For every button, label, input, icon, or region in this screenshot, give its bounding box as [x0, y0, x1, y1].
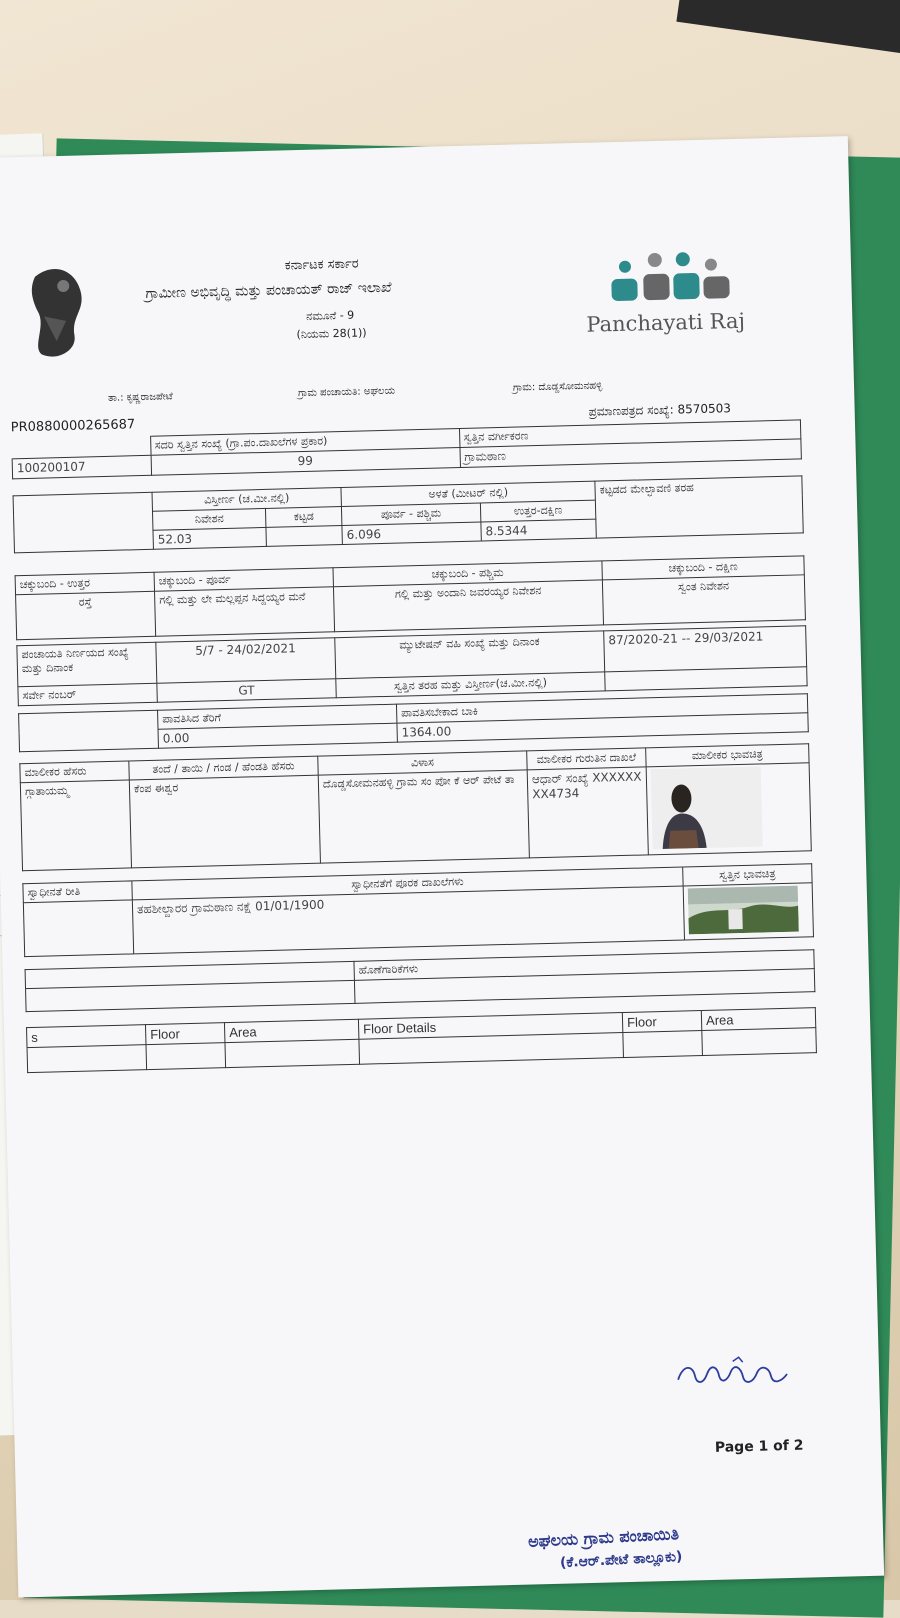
- handwritten-signature: [673, 1352, 794, 1395]
- liabilities-label: ಹೊಣೆಗಾರಿಕೆಗಳು: [354, 950, 814, 981]
- east-boundary-label: ಚಕ್ಕುಬಂದಿ - ಪೂರ್ವ: [154, 568, 333, 592]
- owner-name-value: ಗ್ಗಾತಾಯಮ್ಮ: [20, 780, 131, 871]
- owner-photo: [646, 763, 811, 855]
- west-boundary-value: ಗಲ್ಲಿ ಮತ್ತು ಅಂದಾನಿ ಜವರಯ್ಯರ ನಿವೇಶನ: [333, 580, 603, 632]
- resolution-table: [16, 625, 807, 706]
- ownership-table: [22, 863, 814, 957]
- floor-s-label: s: [27, 1025, 146, 1048]
- panchayati-raj-text: Panchayati Raj: [586, 308, 746, 337]
- owner-name-label: ಮಾಲೀಕರ ಹೆಸರು: [20, 761, 129, 783]
- owner-id-label: ಮಾಲೀಕರ ಗುರುತಿನ ದಾಖಲೆ: [527, 748, 646, 770]
- east-boundary-value: ಗಲ್ಲಿ ಮತ್ತು ಲೇ ಮಲ್ಲಪ್ಪನ ಸಿದ್ದಯ್ಯರ ಮನೆ: [155, 587, 335, 637]
- left-id-value: 100200107: [12, 455, 151, 478]
- south-boundary-label: ಚಕ್ಕುಬಂದಿ - ದಕ್ಷಿಣ: [602, 556, 804, 580]
- address-label: ವಿಳಾಸ: [318, 751, 527, 775]
- owner-portrait-icon: [651, 766, 763, 849]
- east-west-label: ಪೂರ್ವ - ಪಶ್ಚಿಮ: [341, 503, 480, 526]
- department-title: ಗ್ರಾಮೀಣ ಅಭಿವೃದ್ಧಿ ಮತ್ತು ಪಂಚಾಯತ್ ರಾಜ್ ಇಲಾಖೆ: [145, 279, 392, 302]
- dimensions-table: [13, 475, 804, 553]
- owner-id-value: ಆಧಾರ್ ಸಂಖ್ಯೆ XXXXXXXX4734: [527, 767, 648, 858]
- survey-label: ಸರ್ವೇ ನಂಬರ್: [18, 683, 157, 706]
- tax-paid-label: ಪಾವತಿಸಿದ ತೆರಿಗೆ: [158, 704, 397, 729]
- floor-details-table: [26, 1007, 817, 1073]
- area-label: ವಿಸ್ತೀರ್ಣ (ಚ.ಮೀ.ನಲ್ಲಿ): [152, 488, 341, 512]
- tax-due-value: 1364.00: [397, 713, 808, 742]
- page-number: Page 1 of 2: [714, 1437, 804, 1456]
- building-label: ಕಟ್ಟಡ: [266, 507, 342, 528]
- owner-table: [19, 743, 811, 871]
- ownership-docs-label: ಸ್ವಾಧೀನತೆಗೆ ಪೂರಕ ದಾಖಲೆಗಳು: [132, 867, 683, 900]
- north-boundary-label: ಚಕ್ಕುಬಂದಿ - ಉತ್ತರ: [15, 572, 154, 595]
- ownership-docs-value: ತಹಶೀಲ್ದಾರರ ಗ್ರಾಮಠಾಣ ನಕ್ಷೆ 01/01/1900: [132, 886, 684, 954]
- area-label-left: Area: [224, 1019, 358, 1042]
- floor-label-right: Floor: [622, 1011, 701, 1033]
- mutation-value: 87/2020-21 -- 29/03/2021: [604, 626, 807, 672]
- north-south-value: 8.5344: [481, 519, 597, 541]
- ownership-method-label: ಸ್ವಾಧೀನತೆ ರೀತಿ: [23, 881, 132, 903]
- prop-no-value: 99: [151, 448, 460, 476]
- government-title: ಕರ್ನಾಟಕ ಸರ್ಕಾರ: [284, 256, 359, 274]
- address-value: ದೊಡ್ಡಸೋಮನಹಳ್ಳಿ ಗ್ರಾಮ ಸಂ ಪೋ ಕೆ ಆರ್ ಪೇಟೆ ತಾ: [318, 770, 529, 863]
- document-page: [0, 136, 884, 1597]
- karnataka-emblem-icon: [25, 255, 94, 367]
- build-type-label: ಕಟ್ಟಡದ ಮೇಲ್ಛಾವಣಿ ತರಹ: [595, 476, 803, 538]
- certificate-number: ಪ್ರಮಾಣಪತ್ರದ ಸಂಖ್ಯೆ: 8570503: [588, 401, 732, 419]
- owner-photo-label: ಮಾಲೀಕರ ಭಾವಚಿತ್ರ: [646, 744, 809, 767]
- father-name-label: ತಂದೆ / ತಾಯಿ / ಗಂಡ / ಹೆಂಡತಿ ಹೆಸರು: [129, 756, 318, 780]
- form-number: ನಮೂನೆ - 9: [305, 308, 355, 323]
- south-boundary-value: ಸ್ವಂತ ನಿವೇಶನ: [602, 575, 805, 625]
- taluk-label: ತಾ.: ಕೃಷ್ಣರಾಜಪೇಟೆ: [107, 391, 173, 404]
- north-south-label: ಉತ್ತರ-ದಕ್ಷಿಣ: [480, 500, 596, 522]
- north-boundary-value: ರಸ್ತೆ: [16, 591, 156, 640]
- property-photo: [683, 883, 813, 940]
- east-west-value: 6.096: [342, 522, 481, 545]
- property-photo-label: ಸ್ವತ್ತಿನ ಭಾವಚಿತ್ರ: [683, 864, 812, 886]
- rule-number: (ನಿಯಮ 28(1)): [296, 326, 367, 342]
- resolution-value: 5/7 - 24/02/2021: [156, 638, 336, 684]
- floor-details-label: Floor Details: [358, 1013, 622, 1040]
- stamp-line1: ಅಘಲಯ ಗ್ರಾಮ ಪಂಚಾಯಿತಿ: [527, 1524, 680, 1551]
- village-label: ಗ್ರಾಮ: ದೊಡ್ಡಸೋಮನಹಳ್ಳಿ: [512, 380, 603, 394]
- survey-value: GT: [157, 679, 336, 703]
- dimension-label: ಅಳತೆ (ಮೀಟರ್ ನಲ್ಲಿ): [341, 481, 596, 506]
- property-type-label: ಸ್ವತ್ತಿನ ತರಹ ಮತ್ತು ವಿಸ್ತೀರ್ಣ(ಚ.ಮೀ.ನಲ್ಲಿ): [336, 672, 605, 698]
- property-id: PR0880000265687: [10, 417, 136, 436]
- mutation-label: ಮ್ಯುಟೇಷನ್ ವಹಿ ಸಂಖ್ಯೆ ಮತ್ತು ದಿನಾಂಕ: [335, 631, 605, 679]
- father-name-value: ಕೆಂಪ ಈಶ್ವರ: [129, 775, 320, 868]
- area-label-right: Area: [701, 1008, 815, 1031]
- classification-label: ಸ್ವತ್ತಿನ ವರ್ಗೀಕರಣ: [459, 420, 801, 448]
- resolution-label: ಪಂಚಾಯತಿ ನಿರ್ಣಯದ ಸಂಖ್ಯೆ ಮತ್ತು ದಿನಾಂಕ: [17, 642, 157, 687]
- floor-label: Floor: [145, 1023, 224, 1045]
- prop-no-label: ಸದರಿ ಸ್ವತ್ತಿನ ಸಂಖ್ಯೆ (ಗ್ರಾ.ಪಂ.ದಾಖಲೆಗಳ ಪ್ರಕಾರ): [150, 429, 459, 456]
- stamp-line2: (ಕೆ.ಆರ್.ಪೇಟೆ ತಾಲ್ಲೂಕು): [559, 1548, 683, 1572]
- site-label: ನಿವೇಶನ: [152, 508, 266, 530]
- west-boundary-label: ಚಕ್ಕುಬಂದಿ - ಪಶ್ಚಿಮ: [333, 561, 602, 587]
- site-area-value: 52.03: [153, 527, 267, 549]
- liabilities-table: [25, 949, 816, 1012]
- gram-panchayat-label: ಗ್ರಾಮ ಪಂಚಾಯತಿ: ಅಘಲಯ: [297, 385, 396, 400]
- property-photo-icon: [688, 886, 799, 935]
- classification-value: ಗ್ರಾಮಠಾಣ: [459, 439, 801, 468]
- tax-due-label: ಪಾವತಿಸಬೇಕಾದ ಬಾಕಿ: [396, 694, 807, 723]
- tax-paid-value: 0.00: [158, 723, 397, 748]
